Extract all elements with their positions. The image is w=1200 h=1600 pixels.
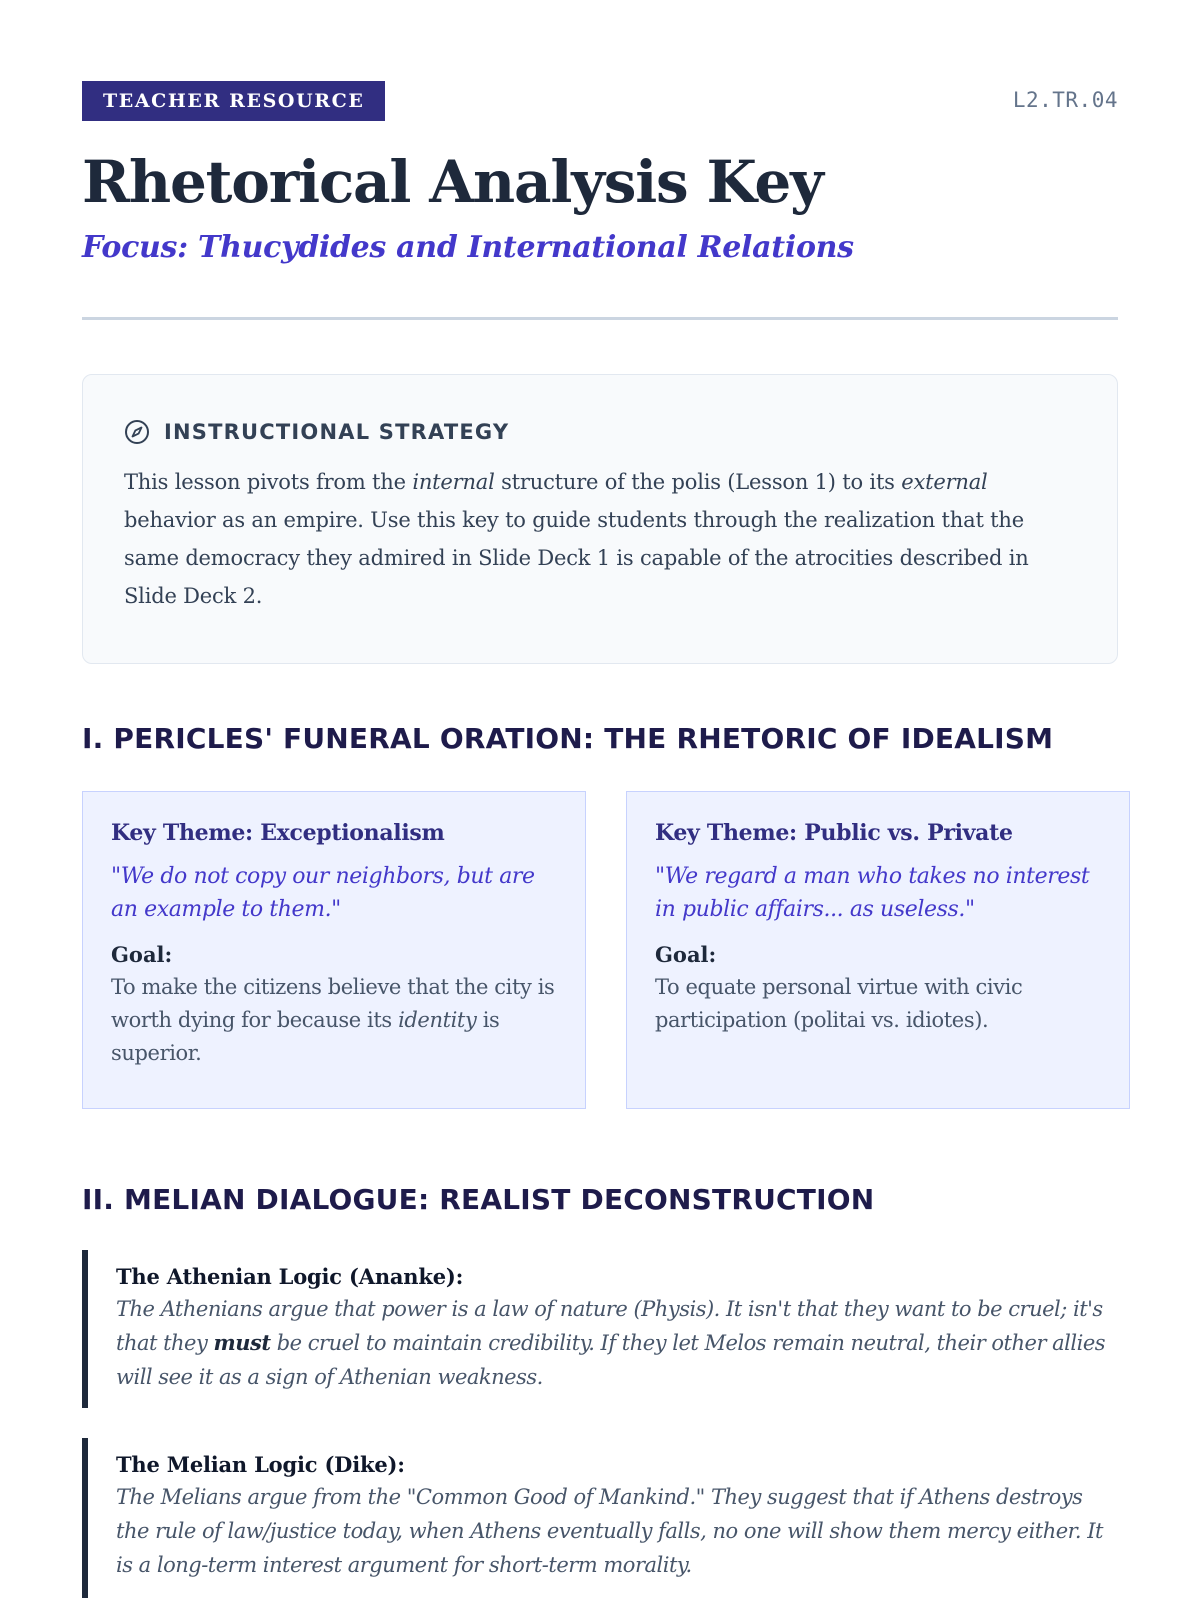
logic-block-athenian — [82, 1250, 1118, 1408]
strategy-text-part: structure of the polis (Lesson 1) to its — [494, 470, 902, 494]
page-title: Rhetorical Analysis Key — [82, 148, 823, 216]
document-code: L2.TR.04 — [1012, 88, 1118, 112]
theme-card-public-vs-private — [626, 791, 1130, 1109]
section-heading-pericles: I. PERICLES' FUNERAL ORATION: THE RHETORIC OF IDEALISM — [82, 722, 1054, 755]
strategy-text-part: behavior as an empire. Use this key to guide students through the realization that the same democracy they admired in Slide Deck 1 is capable of the atrocities described in Slide Deck 2. — [124, 508, 1029, 608]
card-quote: "We do not copy our neighbors, but are an example to them." — [111, 864, 535, 922]
goal-emphasis: identity — [398, 1008, 477, 1032]
strategy-header — [124, 415, 1077, 449]
strategy-text — [124, 463, 1077, 615]
instructional-strategy-box — [82, 374, 1118, 664]
goal-text: To equate personal virtue with civic participation (politai vs. idiotes). — [655, 975, 1023, 1032]
card-title: Key Theme: Public vs. Private — [655, 820, 1013, 846]
goal-text — [111, 971, 557, 1070]
compass-icon — [124, 419, 150, 445]
header — [82, 0, 1118, 122]
goal-label: Goal: — [655, 942, 717, 967]
strategy-label: INSTRUCTIONAL STRATEGY — [164, 420, 510, 444]
logic-text — [116, 1292, 1118, 1394]
goal-text-part: To make the citizens believe that the city is worth dying for because its — [111, 975, 555, 1032]
logic-title: The Athenian Logic (Ananke): — [116, 1264, 464, 1289]
strategy-emphasis-external: external — [901, 470, 988, 494]
logic-block-melian — [82, 1438, 1118, 1598]
logic-emphasis-must: must — [213, 1330, 271, 1355]
theme-card-exceptionalism — [82, 791, 586, 1109]
goal-label: Goal: — [111, 942, 173, 967]
logic-text: The Melians argue from the "Common Good of Mankind." They suggest that if Athens destroys the rule of law/justice today, when Athens eventually falls, no one will show them mercy either. It is a long-term interest argument for short-term morality. — [116, 1485, 1103, 1577]
header-divider — [82, 317, 1118, 320]
logic-text-part: The Athenians argue that power is a law of nature (Physis). It isn't that they want to be cruel; it's that they — [116, 1297, 1103, 1355]
strategy-emphasis-internal: internal — [412, 470, 495, 494]
logic-title: The Melian Logic (Dike): — [116, 1452, 405, 1477]
strategy-text-part: This lesson pivots from the — [124, 470, 413, 494]
logic-text-part: be cruel to maintain credibility. If they let Melos remain neutral, their other allies will see it as a sign of Athenian weakness. — [116, 1331, 1106, 1389]
teacher-resource-badge: TEACHER RESOURCE — [82, 81, 385, 121]
page-subtitle: Focus: Thucydides and International Relations — [82, 230, 854, 265]
section-heading-melian: II. MELIAN DIALOGUE: REALIST DECONSTRUCTION — [82, 1183, 875, 1216]
card-quote: "We regard a man who takes no interest in public affairs... as useless." — [655, 864, 1090, 922]
goal-text-part: is superior. — [111, 1008, 500, 1065]
card-title: Key Theme: Exceptionalism — [111, 820, 445, 846]
